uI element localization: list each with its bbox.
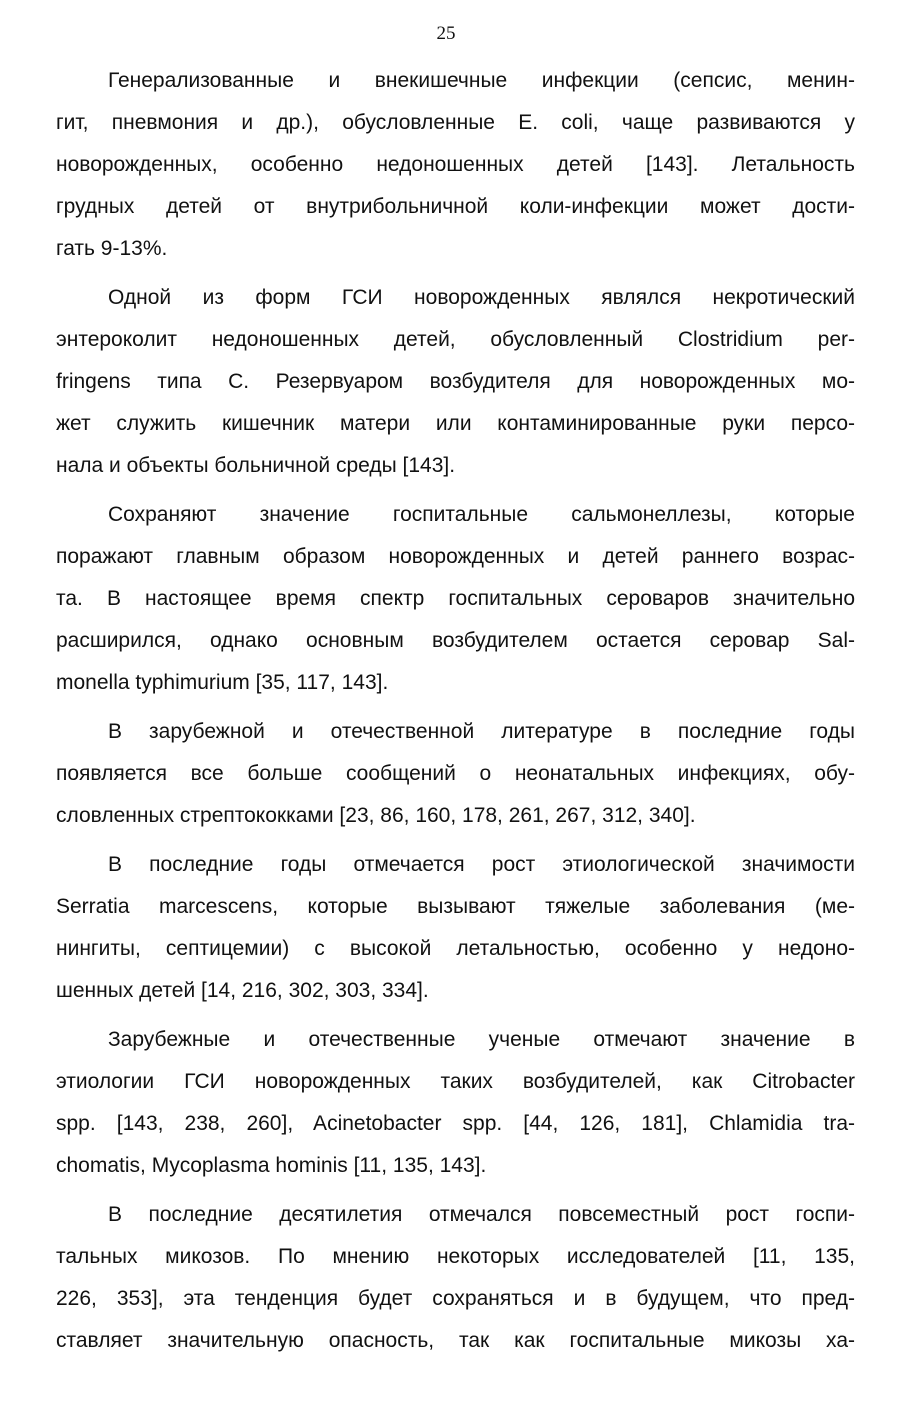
text-line: появляется все больше сообщений о неонатальных инфекциях, обу- (56, 762, 855, 785)
text-line: Одной из форм ГСИ новорожденных являлся некротический (108, 286, 855, 309)
paragraph (56, 277, 855, 487)
text-line: этиологии ГСИ новорожденных таких возбудителей, как Citrobacter (56, 1070, 855, 1093)
text-line: Зарубежные и отечественные ученые отмечают значение в (108, 1028, 855, 1051)
text-line: расширился, однако основным возбудителем остается серовар Sal- (56, 629, 855, 652)
text-line: та. В настоящее время спектр госпитальных сероваров значительно (56, 587, 855, 610)
text-line: В последние десятилетия отмечался повсеместный рост госпи- (108, 1203, 855, 1226)
text-body (56, 60, 855, 1362)
text-line: гит, пневмония и др.), обусловленные E. coli, чаще развиваются у (56, 111, 855, 134)
text-line: Сохраняют значение госпитальные сальмонеллезы, которые (108, 503, 855, 526)
text-line: грудных детей от внутрибольничной коли-инфекции может дости- (56, 195, 855, 218)
text-line: 226, 353], эта тенденция будет сохраняться и в будущем, что пред- (56, 1287, 855, 1310)
paragraph (56, 711, 855, 837)
paragraph (56, 494, 855, 704)
text-line: жет служить кишечник матери или контаминированные руки персо- (56, 412, 855, 435)
text-line: гать 9-13%. (56, 237, 168, 260)
text-line: monella typhimurium [35, 117, 143]. (56, 671, 389, 694)
paragraph (56, 1019, 855, 1187)
page-number: 25 (436, 23, 456, 44)
text-line: В зарубежной и отечественной литературе в последние годы (108, 720, 855, 743)
text-line: В последние годы отмечается рост этиологической значимости (108, 853, 855, 876)
text-line: тальных микозов. По мнению некоторых исследователей [11, 135, (56, 1245, 855, 1268)
paragraph (56, 60, 855, 270)
text-line: нингиты, септицемии) с высокой летальностью, особенно у недоно- (56, 937, 855, 960)
text-line: spp. [143, 238, 260], Acinetobacter spp. [44, 126, 181], Chlamidia tra- (56, 1112, 855, 1135)
paragraph (56, 1194, 855, 1362)
text-line: Генерализованные и внекишечные инфекции (сепсис, менин- (108, 69, 855, 92)
text-line: chomatis, Mycoplasma hominis [11, 135, 143]. (56, 1154, 487, 1177)
text-line: ставляет значительную опасность, так как госпитальные микозы ха- (56, 1329, 855, 1352)
text-line: энтероколит недоношенных детей, обусловленный Clostridium per- (56, 328, 855, 351)
text-line: нала и объекты больничной среды [143]. (56, 454, 456, 477)
text-line: fringens типа С. Резервуаром возбудителя для новорожденных мо- (56, 370, 855, 393)
text-line: словленных стрептококками [23, 86, 160, 178, 261, 267, 312, 340]. (56, 804, 696, 827)
text-line: шенных детей [14, 216, 302, 303, 334]. (56, 979, 429, 1002)
text-line: Serratia marcescens, которые вызывают тяжелые заболевания (ме- (56, 895, 855, 918)
text-line: поражают главным образом новорожденных и детей раннего возрас- (56, 545, 855, 568)
paragraph (56, 844, 855, 1012)
text-line: новорожденных, особенно недоношенных детей [143]. Летальность (56, 153, 855, 176)
